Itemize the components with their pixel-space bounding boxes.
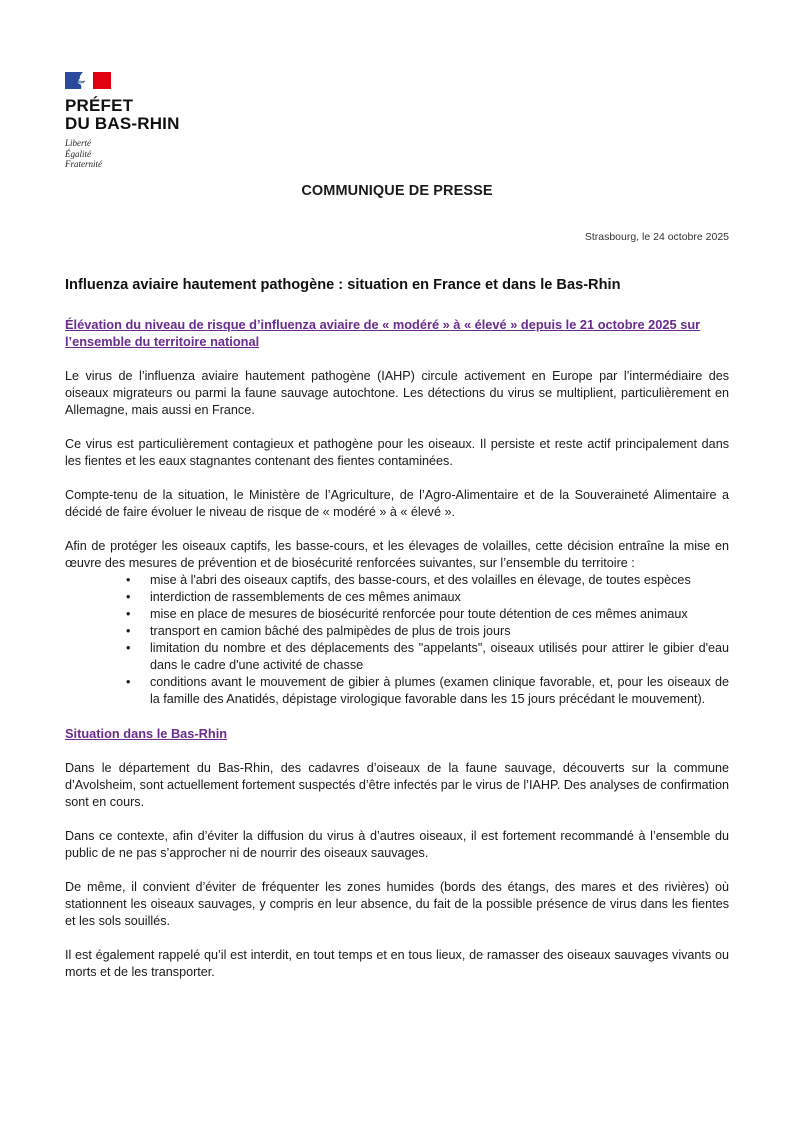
prefecture-name — [65, 97, 195, 133]
bullet-icon: • — [126, 590, 131, 604]
list-item — [126, 640, 729, 674]
paragraph: Il est également rappelé qu’il est interdit, en tout temps et en tous lieux, de ramasser des oiseaux sauvages vivants ou morts et de les transporter. — [65, 948, 729, 979]
document-type-heading — [0, 183, 794, 199]
bullet-icon: • — [126, 607, 131, 621]
list-item-text: mise en place de mesures de biosécurité renforcée pour toute détention de ces mêmes animaux — [150, 607, 688, 621]
list-item — [126, 623, 729, 640]
motto-egalite: Égalité — [65, 148, 91, 159]
list-item — [126, 572, 729, 589]
list-item-text: limitation du nombre et des déplacements des "appelants", oiseaux utilisés pour attirer le gibier d'eau dans le cadre d'une activité de chasse — [150, 641, 729, 672]
paragraph: Le virus de l’influenza aviaire hautement pathogène (IAHP) circule activement en Europe par l’intermédiaire des oiseaux migrateurs ou parmi la faune sauvage autochtone. Les détections du virus se multiplient, particulièrement en Allemagne, mais aussi en France. — [65, 369, 729, 417]
press-release-body — [65, 276, 729, 998]
bullet-icon: • — [126, 675, 131, 689]
paragraph: Dans ce contexte, afin d’éviter la diffusion du virus à d’autres oiseaux, il est fortement recommandé à l’ensemble du public de ne pas s’approcher ni de nourrir des oiseaux sauvages. — [65, 829, 729, 860]
bullet-icon: • — [126, 573, 131, 587]
list-item — [126, 589, 729, 606]
section-heading-bas-rhin: Situation dans le Bas-Rhin — [65, 726, 228, 741]
article-title: Influenza aviaire hautement pathogène : situation en France et dans le Bas-Rhin — [65, 277, 621, 293]
motto-fraternite: Fraternité — [65, 159, 102, 169]
list-item — [126, 674, 729, 708]
republic-motto — [65, 138, 195, 170]
place-date: Strasbourg, le 24 octobre 2025 — [584, 231, 729, 243]
list-item — [126, 606, 729, 623]
prefecture-name-line1: PRÉFET — [65, 96, 134, 115]
bullet-icon: • — [126, 641, 131, 655]
paragraph: Afin de protéger les oiseaux captifs, les basse-cours, et les élevages de volailles, cette décision entraîne la mise en œuvre des mesures de prévention et de biosécurité renforcées suivantes, sur l’ensemble du territoire : — [65, 539, 729, 570]
section-heading-risk-level: Élévation du niveau de risque d’influenza aviaire de « modéré » à « élevé » depuis le 21 octobre 2025 sur l’ensemble du territoire national — [65, 317, 701, 349]
list-item-text: mise à l'abri des oiseaux captifs, des basse-cours, et des volailles en élevage, de toutes espèces — [150, 573, 691, 587]
paragraph: Ce virus est particulièrement contagieux et pathogène pour les oiseaux. Il persiste et reste actif principalement dans les fientes et les eaux stagnantes contenant des fientes contaminées. — [65, 437, 729, 468]
prefecture-name-line2: DU BAS-RHIN — [65, 114, 180, 133]
bullet-icon: • — [126, 624, 131, 638]
motto-liberte: Liberté — [65, 138, 91, 148]
paragraph: Dans le département du Bas-Rhin, des cadavres d’oiseaux de la faune sauvage, découverts sur la commune d’Avolsheim, sont actuellement fortement suspectés d’être infectés par le virus de l’IAHP. Des analyses de confirmation sont en cours. — [65, 761, 729, 809]
marianne-profile-icon — [77, 72, 91, 89]
paragraph: Compte-tenu de la situation, le Ministère de l’Agriculture, de l’Agro-Alimentaire et de la Souveraineté Alimentaire a décidé de faire évoluer le niveau de risque de « modéré » à « élevé ». — [65, 488, 729, 519]
paragraph: De même, il convient d’éviter de fréquenter les zones humides (bords des étangs, des mares et des rivières) où stationnent les oiseaux sauvages, y compris en leur absence, du fait de la possible présence de virus dans les fientes et les sols souillés. — [65, 880, 729, 928]
prefecture-logo — [65, 72, 195, 170]
document-type-label: COMMUNIQUE DE PRESSE — [301, 183, 493, 199]
list-item-text: conditions avant le mouvement de gibier à plumes (examen clinique favorable, et, pour les oiseaux de la famille des Anatidés, dépistage virologique favorable dans les 15 jours précédant le mouvement). — [150, 675, 729, 706]
french-flag-marianne-icon — [65, 72, 111, 89]
list-item-text: transport en camion bâché des palmipèdes de plus de trois jours — [150, 624, 511, 638]
measures-list — [65, 572, 729, 708]
list-item-text: interdiction de rassemblements de ces mêmes animaux — [150, 590, 461, 604]
